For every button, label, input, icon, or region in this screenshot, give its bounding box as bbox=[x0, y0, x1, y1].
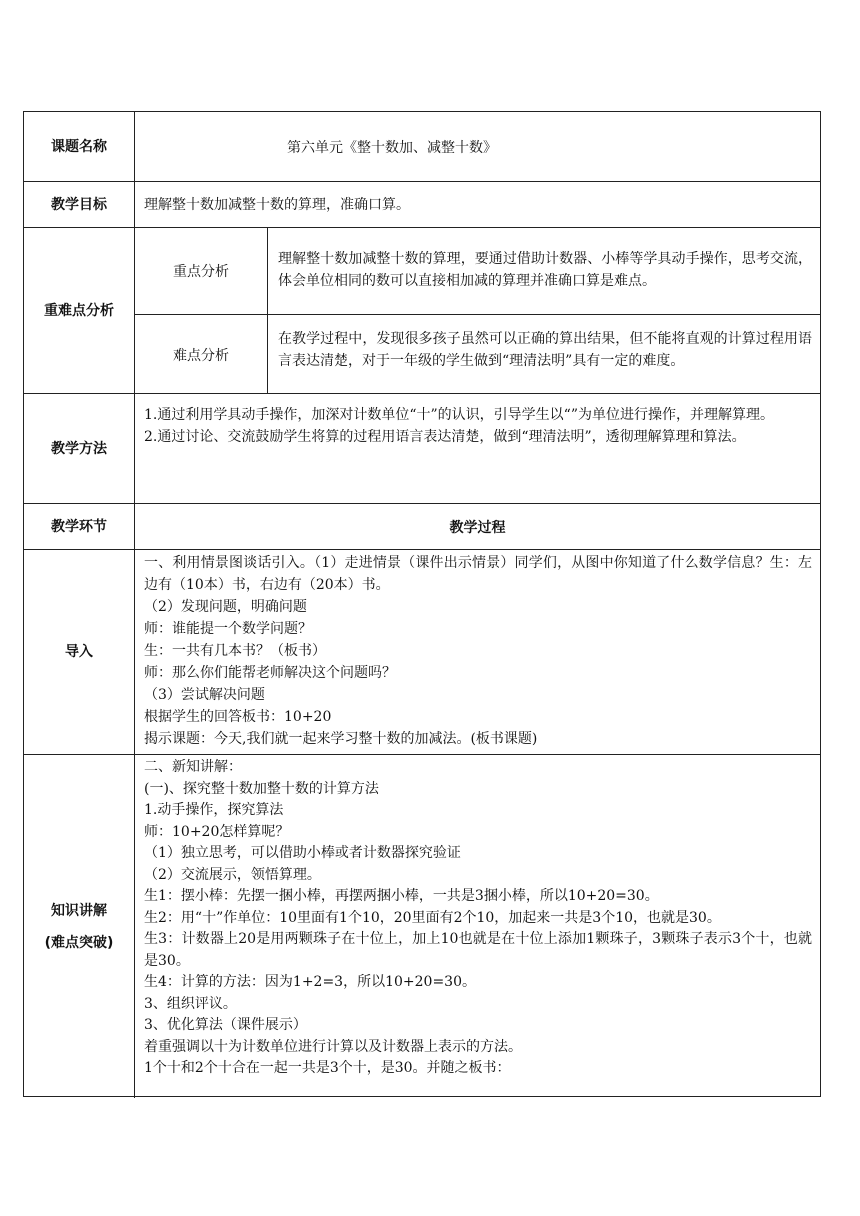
knowledge-line: (一)、探究整十数加整十数的计算方法 bbox=[144, 780, 379, 797]
cell-lesson-title bbox=[135, 112, 820, 181]
label-teaching-stage: 教学环节 bbox=[24, 504, 135, 549]
cell-intro bbox=[135, 550, 820, 754]
knowledge-line: 生1：摆小棒：先摆一捆小棒，再摆两捆小棒，一共是3捆小棒，所以10+20=30。 bbox=[144, 888, 659, 904]
knowledge-line: 师：10+20怎样算呢？ bbox=[144, 823, 290, 840]
cell-analysis bbox=[135, 228, 820, 393]
intro-line: 师：那么你们能帮老师解决这个问题吗？ bbox=[144, 665, 396, 681]
row-lesson-title bbox=[24, 112, 820, 182]
lesson-plan-table bbox=[23, 111, 821, 1097]
knowledge-line: （2）交流展示，领悟算理。 bbox=[144, 866, 321, 883]
knowledge-label-line1: 知识讲解 bbox=[51, 902, 107, 919]
knowledge-line: 3、组织评议。 bbox=[144, 995, 237, 1012]
intro-text bbox=[135, 550, 820, 750]
label-teaching-goal: 教学目标 bbox=[24, 182, 135, 227]
knowledge-line: （1）独立思考，可以借助小棒或者计数器探究验证 bbox=[144, 845, 461, 861]
knowledge-label-line2: (难点突破) bbox=[44, 934, 114, 951]
knowledge-line: 二、新知讲解： bbox=[144, 759, 242, 775]
knowledge-line: 3、优化算法（课件展示） bbox=[144, 1017, 307, 1033]
intro-line: （3）尝试解决问题 bbox=[144, 687, 265, 703]
label-key-analysis: 重点分析 bbox=[135, 228, 268, 314]
label-key-difficult-analysis: 重难点分析 bbox=[24, 228, 135, 393]
teaching-method-text bbox=[135, 394, 820, 448]
sub-row-key-analysis bbox=[135, 228, 820, 315]
intro-line: （2）发现问题，明确问题 bbox=[144, 599, 307, 615]
label-difficult-analysis: 难点分析 bbox=[135, 315, 268, 394]
method-line: 1.通过利用学具动手操作，加深对计数单位“十”的认识，引导学生以“”为单位进行操作，并理解算理。 bbox=[144, 407, 774, 423]
intro-line: 生：一共有几本书？（板书） bbox=[144, 643, 326, 659]
row-teaching-stage bbox=[24, 504, 820, 550]
cell-teaching-process-header bbox=[135, 504, 820, 549]
row-teaching-goal bbox=[24, 182, 820, 228]
knowledge-line: 生4：计算的方法：因为1+2=3，所以10+20=30。 bbox=[144, 974, 476, 990]
lesson-title-value: 第六单元《整十数加、减整十数》 bbox=[287, 139, 497, 156]
key-analysis-text: 理解整十数加减整十数的算理，要通过借助计数器、小棒等学具动手操作，思考交流，体会单位相同的数可以直接相加减的算理并准确口算是难点。 bbox=[278, 251, 812, 289]
label-intro: 导入 bbox=[24, 550, 135, 754]
knowledge-line: 着重强调以十为计数单位进行计算以及计数器上表示的方法。 bbox=[144, 1038, 522, 1055]
teaching-goal-text: 理解整十数加减整十数的算理，准确口算。 bbox=[144, 197, 410, 213]
row-key-difficult-analysis bbox=[24, 228, 820, 394]
intro-line: 师：谁能提一个数学问题？ bbox=[144, 621, 312, 637]
label-knowledge bbox=[24, 755, 135, 1098]
cell-teaching-goal bbox=[135, 182, 820, 227]
sub-row-difficult-analysis bbox=[135, 315, 820, 394]
knowledge-line: 1个十和2个十合在一起一共是3个十，是30。并随之板书： bbox=[144, 1060, 511, 1076]
cell-teaching-method bbox=[135, 394, 820, 503]
cell-knowledge bbox=[135, 755, 820, 1098]
method-line: 2.通过讨论、交流鼓励学生将算的过程用语言表达清楚，做到“理清法明”，透彻理解算理和算法。 bbox=[144, 429, 746, 445]
teaching-process-heading: 教学过程 bbox=[449, 519, 506, 536]
intro-line: 一、利用情景图谈话引入。（1）走进情景（课件出示情景）同学们，从图中你知道了什么数学信息？生：左边有（10本）书，右边有（20本）书。 bbox=[144, 555, 812, 593]
label-lesson-title: 课题名称 bbox=[24, 112, 135, 181]
knowledge-line: 生2：用“十”作单位：10里面有1个10，20里面有2个10，加起来一共是3个10，也就是30。 bbox=[144, 909, 721, 926]
intro-line: 根据学生的回答板书：10+20 bbox=[144, 709, 332, 725]
intro-line: 揭示课题：今天,我们就一起来学习整十数的加减法。(板书课题) bbox=[144, 731, 538, 747]
knowledge-line: 生3：计数器上20是用两颗珠子在十位上，加上10也就是在十位上添加1颗珠子，3颗珠子表示3个十，也就是30。 bbox=[144, 931, 812, 969]
row-intro bbox=[24, 550, 820, 755]
knowledge-text bbox=[135, 755, 820, 1080]
row-teaching-method bbox=[24, 394, 820, 504]
knowledge-line: 1.动手操作，探究算法 bbox=[144, 802, 284, 818]
label-teaching-method: 教学方法 bbox=[24, 394, 135, 503]
row-knowledge bbox=[24, 755, 820, 1098]
difficult-analysis-text: 在教学过程中，发现很多孩子虽然可以正确的算出结果，但不能将直观的计算过程用语言表达清楚，对于一年级的学生做到“理清法明”具有一定的难度。 bbox=[278, 331, 812, 369]
